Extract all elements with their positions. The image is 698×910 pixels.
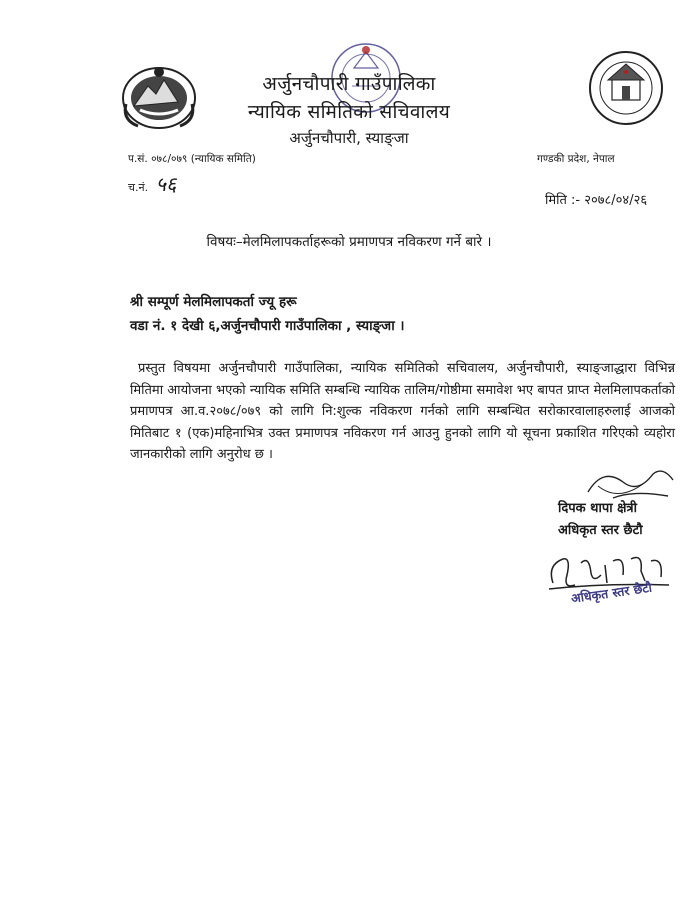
office-name: अर्जुनचौपारी गाउँपालिका xyxy=(262,73,436,95)
post-stamp: अधिकृत स्तर छैटौ xyxy=(570,579,653,606)
province-label: गण्डकी प्रदेश, नेपाल xyxy=(537,153,615,165)
dispatch-number xyxy=(128,170,176,197)
dispatch-label: च.नं. xyxy=(128,181,149,194)
letter-body: प्रस्तुत विषयमा अर्जुनचौपारी गाउँपालिका, न्यायिक समितिको सचिवालय, अर्जुनचौपारी, स्याङ्जाद्धारा विभिन्न मितिमा आयोजना भएको न्यायिक समिति सम्बन्धि न्यायिक तालिम/गोष्ठीमा समावेश भए बापत प्राप्त मेलमिलापकर्ताको प्रमाणपत्र आ.व.२०७८/०७९ को लागि नि:शुल्क नविकरण गर्नको लागि सम्बन्धित सरोकारवालाहरुलाई आजको मितिबाट १ (एक)महिनाभित्र उक्त प्रमाणपत्र नविकरण गर्न आउनु हुनको लागि यो सूचना प्रकाशित गरिएको व्यहोरा जानकारीको लागि अनुरोध छ । xyxy=(130,361,675,462)
office-subtitle: न्यायिक समितिको सचिवालय xyxy=(247,101,451,123)
letter-date: मिति :- २०७८/०४/२६ xyxy=(545,193,648,208)
office-address: अर्जुनचौपारी, स्याङ्जा xyxy=(289,129,409,147)
addressee-line-2: वडा नं. १ देखी ६,अर्जुनचौपारी गाउँपालिका , स्याङ्जा । xyxy=(130,318,405,334)
letter-subject: विषयः–मेलमिलापकर्ताहरूको प्रमाणपत्र नविकरण गर्ने बारे । xyxy=(206,234,492,250)
reference-number: प.सं. ०७८/०७९ (न्यायिक समिति) xyxy=(128,153,256,165)
signatory-name: दिपक थापा क्षेत्री xyxy=(558,501,637,516)
dispatch-value: ५६ xyxy=(155,172,177,196)
addressee-line-1: श्री सम्पूर्ण मेलमिलापकर्ता ज्यू हरू xyxy=(130,294,297,310)
signatory-post: अधिकृत स्तर छैटौ xyxy=(558,523,643,538)
